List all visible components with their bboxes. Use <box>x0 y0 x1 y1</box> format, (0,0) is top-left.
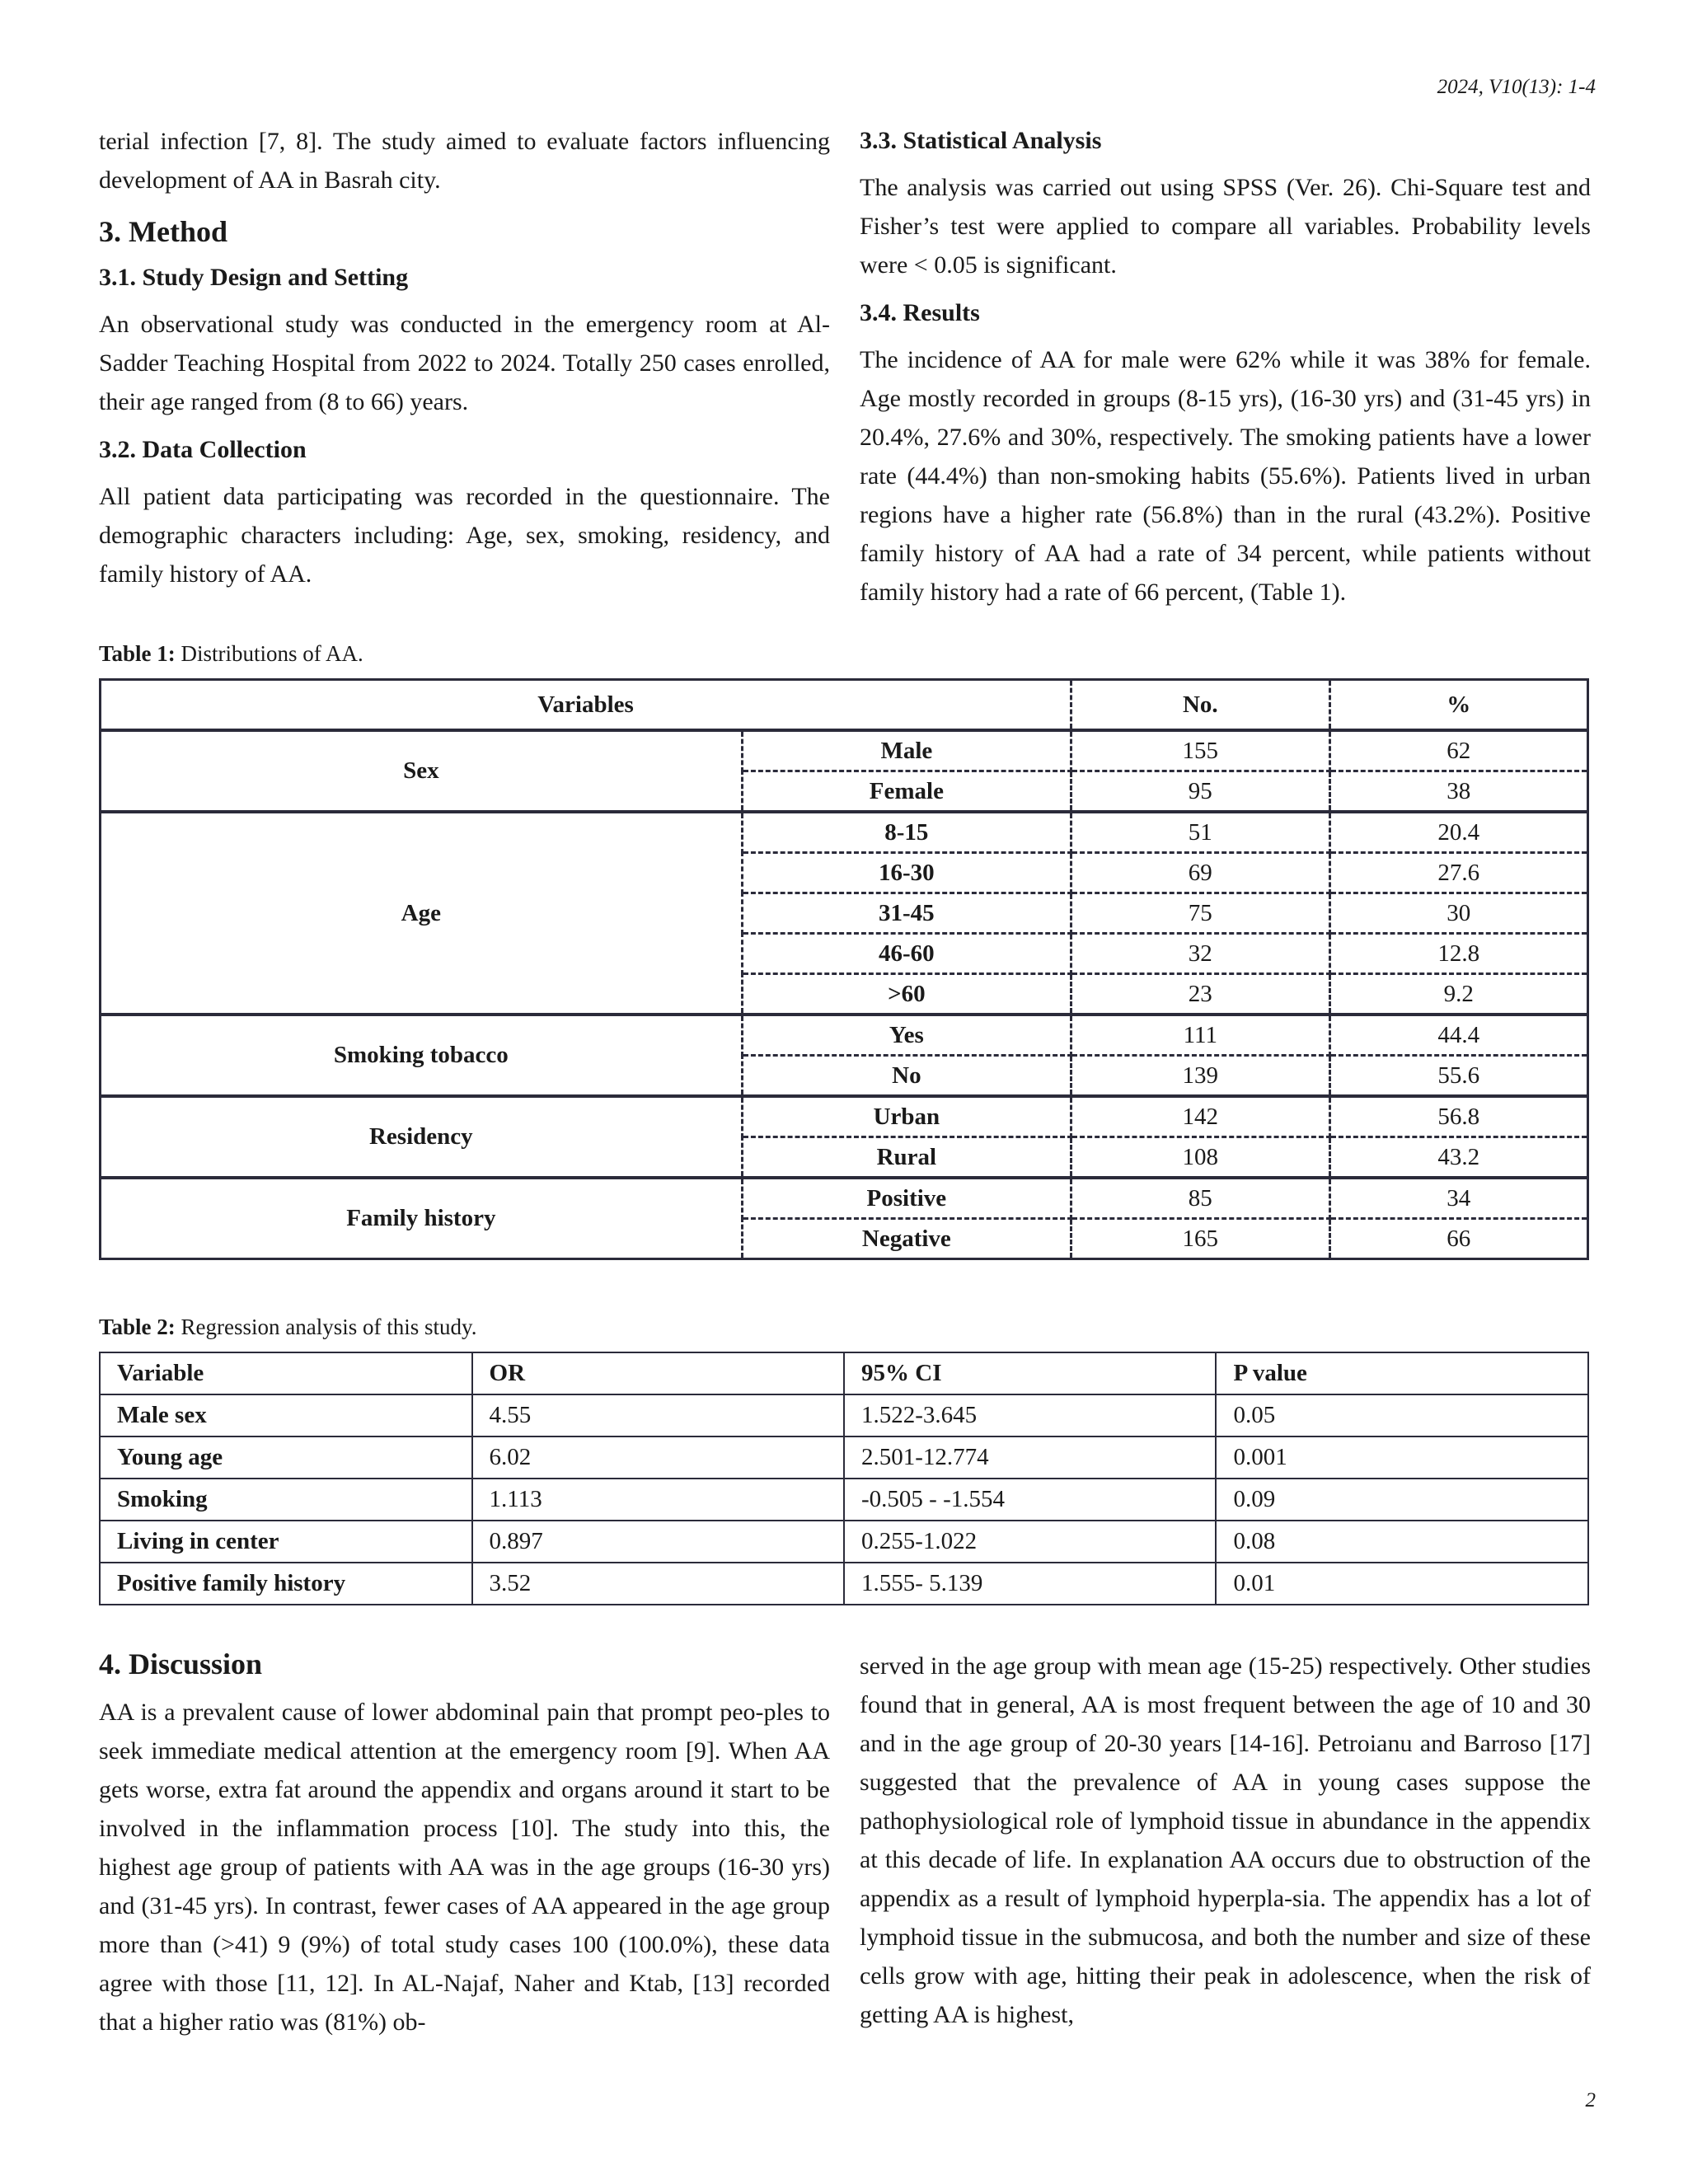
results-paragraph: The incidence of AA for male were 62% while it was 38% for female. Age mostly recorded in groups (8-15 yrs), (16-30 yrs) and (31-45 yrs) in 20.4%, 27.6% and 30%, respectively. The smoking patients have a lower rate (44.4%) than non-smoking habits (55.6%). Patients lived in urban regions have a higher rate (56.8%) than in the rural (43.2%). Positive family history of AA had a rate of 34 percent, while patients without family history had a rate of 66 percent, (Table 1). <box>860 346 1591 606</box>
table2-variable-cell: Smoking <box>100 1479 472 1521</box>
table1-category-cell: 16-30 <box>742 853 1071 893</box>
table1-header-variables: Variables <box>101 680 1071 731</box>
table-row <box>101 1096 1588 1137</box>
table-row <box>100 1563 1588 1605</box>
table2-caption <box>99 1312 477 1342</box>
table1-percent-cell: 9.2 <box>1329 974 1587 1015</box>
table1-count-cell: 32 <box>1071 934 1329 974</box>
table1-category-cell: 8-15 <box>742 812 1071 853</box>
table1-distributions <box>99 678 1589 1260</box>
table-row <box>100 1479 1588 1521</box>
discussion-right-column <box>860 1647 1591 2046</box>
statistical-analysis-paragraph: The analysis was carried out using SPSS (Ver. 26). Chi-Square test and Fisher’s test were applied to compare all variables. Probability levels were < 0.05 is significant. <box>860 174 1591 279</box>
table1-header-pct: % <box>1329 680 1587 731</box>
table1-category-cell: Urban <box>742 1096 1071 1137</box>
table2-pvalue-cell: 0.09 <box>1216 1479 1588 1521</box>
table1-percent-cell: 44.4 <box>1329 1015 1587 1056</box>
table2-header-cell: Variable <box>100 1352 472 1394</box>
table1-header-no: No. <box>1071 680 1329 731</box>
table1-category-cell: Male <box>742 730 1071 771</box>
table-row <box>101 1178 1588 1219</box>
table2-pvalue-cell: 0.01 <box>1216 1563 1588 1605</box>
results-heading: 3.4. Results <box>860 299 980 326</box>
table-row <box>100 1436 1588 1479</box>
table2-variable-cell: Positive family history <box>100 1563 472 1605</box>
table1-category-cell: Negative <box>742 1219 1071 1259</box>
table1-caption <box>99 639 363 668</box>
statistical-analysis-heading: 3.3. Statistical Analysis <box>860 127 1102 154</box>
discussion-heading: 4. Discussion <box>99 1647 263 1680</box>
table2-ci-cell: 1.555- 5.139 <box>844 1563 1216 1605</box>
table1-category-cell: Positive <box>742 1178 1071 1219</box>
table2-pvalue-cell: 0.08 <box>1216 1521 1588 1563</box>
study-design-heading: 3.1. Study Design and Setting <box>99 264 409 291</box>
discussion-paragraph-right: served in the age group with mean age (15-25) respectively. Other studies found that in general, AA is most frequent between the age of 10 and 30 and in the age group of 20-30 years [14-16]. Petroianu and Barroso [17] suggested that the prevalence of AA in young cases suppose the pathophysiological role of lymphoid tissue in abundance in the appendix at this decade of life. In explanation AA occurs due to obstruction of the appendix as a result of lymphoid hyperpla-sia. The appendix has a lot of lymphoid tissue in the submucosa, and both the number and size of these cells grow with age, hitting their peak in adolescence, when the risk of getting AA is highest, <box>860 1652 1591 2028</box>
table2-variable-cell: Male sex <box>100 1394 472 1436</box>
table-row <box>101 730 1588 771</box>
discussion-left-column <box>99 1645 830 2053</box>
table1-header-row <box>101 680 1588 731</box>
table1-percent-cell: 62 <box>1329 730 1587 771</box>
table2-header-row <box>100 1352 1588 1394</box>
table1-count-cell: 165 <box>1071 1219 1329 1259</box>
table1-count-cell: 75 <box>1071 893 1329 934</box>
table1-category-cell: 31-45 <box>742 893 1071 934</box>
right-column-top <box>860 124 1591 623</box>
page-number: 2 <box>1585 2089 1596 2111</box>
data-collection-paragraph: All patient data participating was recorded in the questionnaire. The demographic characters including: Age, sex, smoking, residency, and family history of AA. <box>99 483 830 588</box>
table2-variable-cell: Living in center <box>100 1521 472 1563</box>
table1-count-cell: 108 <box>1071 1137 1329 1179</box>
table2-or-cell: 0.897 <box>472 1521 844 1563</box>
table1-category-cell: Yes <box>742 1015 1071 1056</box>
table1-percent-cell: 56.8 <box>1329 1096 1587 1137</box>
table2-or-cell: 6.02 <box>472 1436 844 1479</box>
table1-percent-cell: 34 <box>1329 1178 1587 1219</box>
table1-caption-label: Table 1: <box>99 641 176 666</box>
table2-ci-cell: 1.522-3.645 <box>844 1394 1216 1436</box>
table1-percent-cell: 20.4 <box>1329 812 1587 853</box>
discussion-paragraph-left: AA is a prevalent cause of lower abdominal pain that prompt peo-ples to seek immediate medical attention at the emergency room [9]. When AA gets worse, extra fat around the appendix and organs around it start to be involved in the inflammation process [10]. The study into this, the highest age group of patients with AA was in the age groups (16-30 yrs) and (31-45 yrs). In contrast, fewer cases of AA appeared in the age group more than (>41) 9 (9%) of total study cases 100 (100.0%), these data agree with those [11, 12]. In AL-Najaf, Naher and Ktab, [13] recorded that a higher ratio was (81%) ob- <box>99 1699 830 2036</box>
table1-count-cell: 95 <box>1071 771 1329 813</box>
table2-header-cell: 95% CI <box>844 1352 1216 1394</box>
table2-caption-label: Table 2: <box>99 1315 176 1339</box>
table1-count-cell: 139 <box>1071 1056 1329 1097</box>
table2-regression <box>99 1352 1589 1605</box>
table-row <box>100 1394 1588 1436</box>
table1-variable-cell: Sex <box>101 730 743 812</box>
table1-count-cell: 155 <box>1071 730 1329 771</box>
table2-ci-cell: -0.505 - -1.554 <box>844 1479 1216 1521</box>
table1-category-cell: No <box>742 1056 1071 1097</box>
table2-header-cell: P value <box>1216 1352 1588 1394</box>
table1-count-cell: 85 <box>1071 1178 1329 1219</box>
table2-pvalue-cell: 0.05 <box>1216 1394 1588 1436</box>
table1-category-cell: Female <box>742 771 1071 813</box>
left-column-top <box>99 122 830 605</box>
table2-caption-text: Regression analysis of this study. <box>175 1315 477 1339</box>
table2-pvalue-cell: 0.001 <box>1216 1436 1588 1479</box>
table1-count-cell: 23 <box>1071 974 1329 1015</box>
table1-category-cell: Rural <box>742 1137 1071 1179</box>
table2-ci-cell: 0.255-1.022 <box>844 1521 1216 1563</box>
table1-category-cell: >60 <box>742 974 1071 1015</box>
table1-percent-cell: 55.6 <box>1329 1056 1587 1097</box>
table1-percent-cell: 66 <box>1329 1219 1587 1259</box>
journal-reference: 2024, V10(13): 1-4 <box>1437 76 1596 98</box>
intro-paragraph: terial infection [7, 8]. The study aimed to evaluate factors influencing development of AA in Basrah city. <box>99 128 830 194</box>
table1-category-cell: 46-60 <box>742 934 1071 974</box>
table1-percent-cell: 27.6 <box>1329 853 1587 893</box>
data-collection-heading: 3.2. Data Collection <box>99 436 307 463</box>
table1-variable-cell: Age <box>101 812 743 1015</box>
table2-or-cell: 3.52 <box>472 1563 844 1605</box>
table2-variable-cell: Young age <box>100 1436 472 1479</box>
table1-count-cell: 142 <box>1071 1096 1329 1137</box>
table-row <box>101 812 1588 853</box>
table1-percent-cell: 12.8 <box>1329 934 1587 974</box>
table1-variable-cell: Family history <box>101 1178 743 1259</box>
table1-caption-text: Distributions of AA. <box>175 641 363 666</box>
table1-percent-cell: 43.2 <box>1329 1137 1587 1179</box>
method-heading: 3. Method <box>99 215 227 248</box>
table-row <box>101 1015 1588 1056</box>
table2-or-cell: 1.113 <box>472 1479 844 1521</box>
table1-percent-cell: 30 <box>1329 893 1587 934</box>
study-design-paragraph: An observational study was conducted in the emergency room at Al-Sadder Teaching Hospital from 2022 to 2024. Totally 250 cases enrolled, their age ranged from (8 to 66) years. <box>99 311 830 415</box>
table2-or-cell: 4.55 <box>472 1394 844 1436</box>
table-row <box>100 1521 1588 1563</box>
table1-variable-cell: Smoking tobacco <box>101 1015 743 1096</box>
table1-count-cell: 51 <box>1071 812 1329 853</box>
table1-variable-cell: Residency <box>101 1096 743 1178</box>
table2-ci-cell: 2.501-12.774 <box>844 1436 1216 1479</box>
table1-count-cell: 111 <box>1071 1015 1329 1056</box>
table1-count-cell: 69 <box>1071 853 1329 893</box>
table2-header-cell: OR <box>472 1352 844 1394</box>
table1-percent-cell: 38 <box>1329 771 1587 813</box>
